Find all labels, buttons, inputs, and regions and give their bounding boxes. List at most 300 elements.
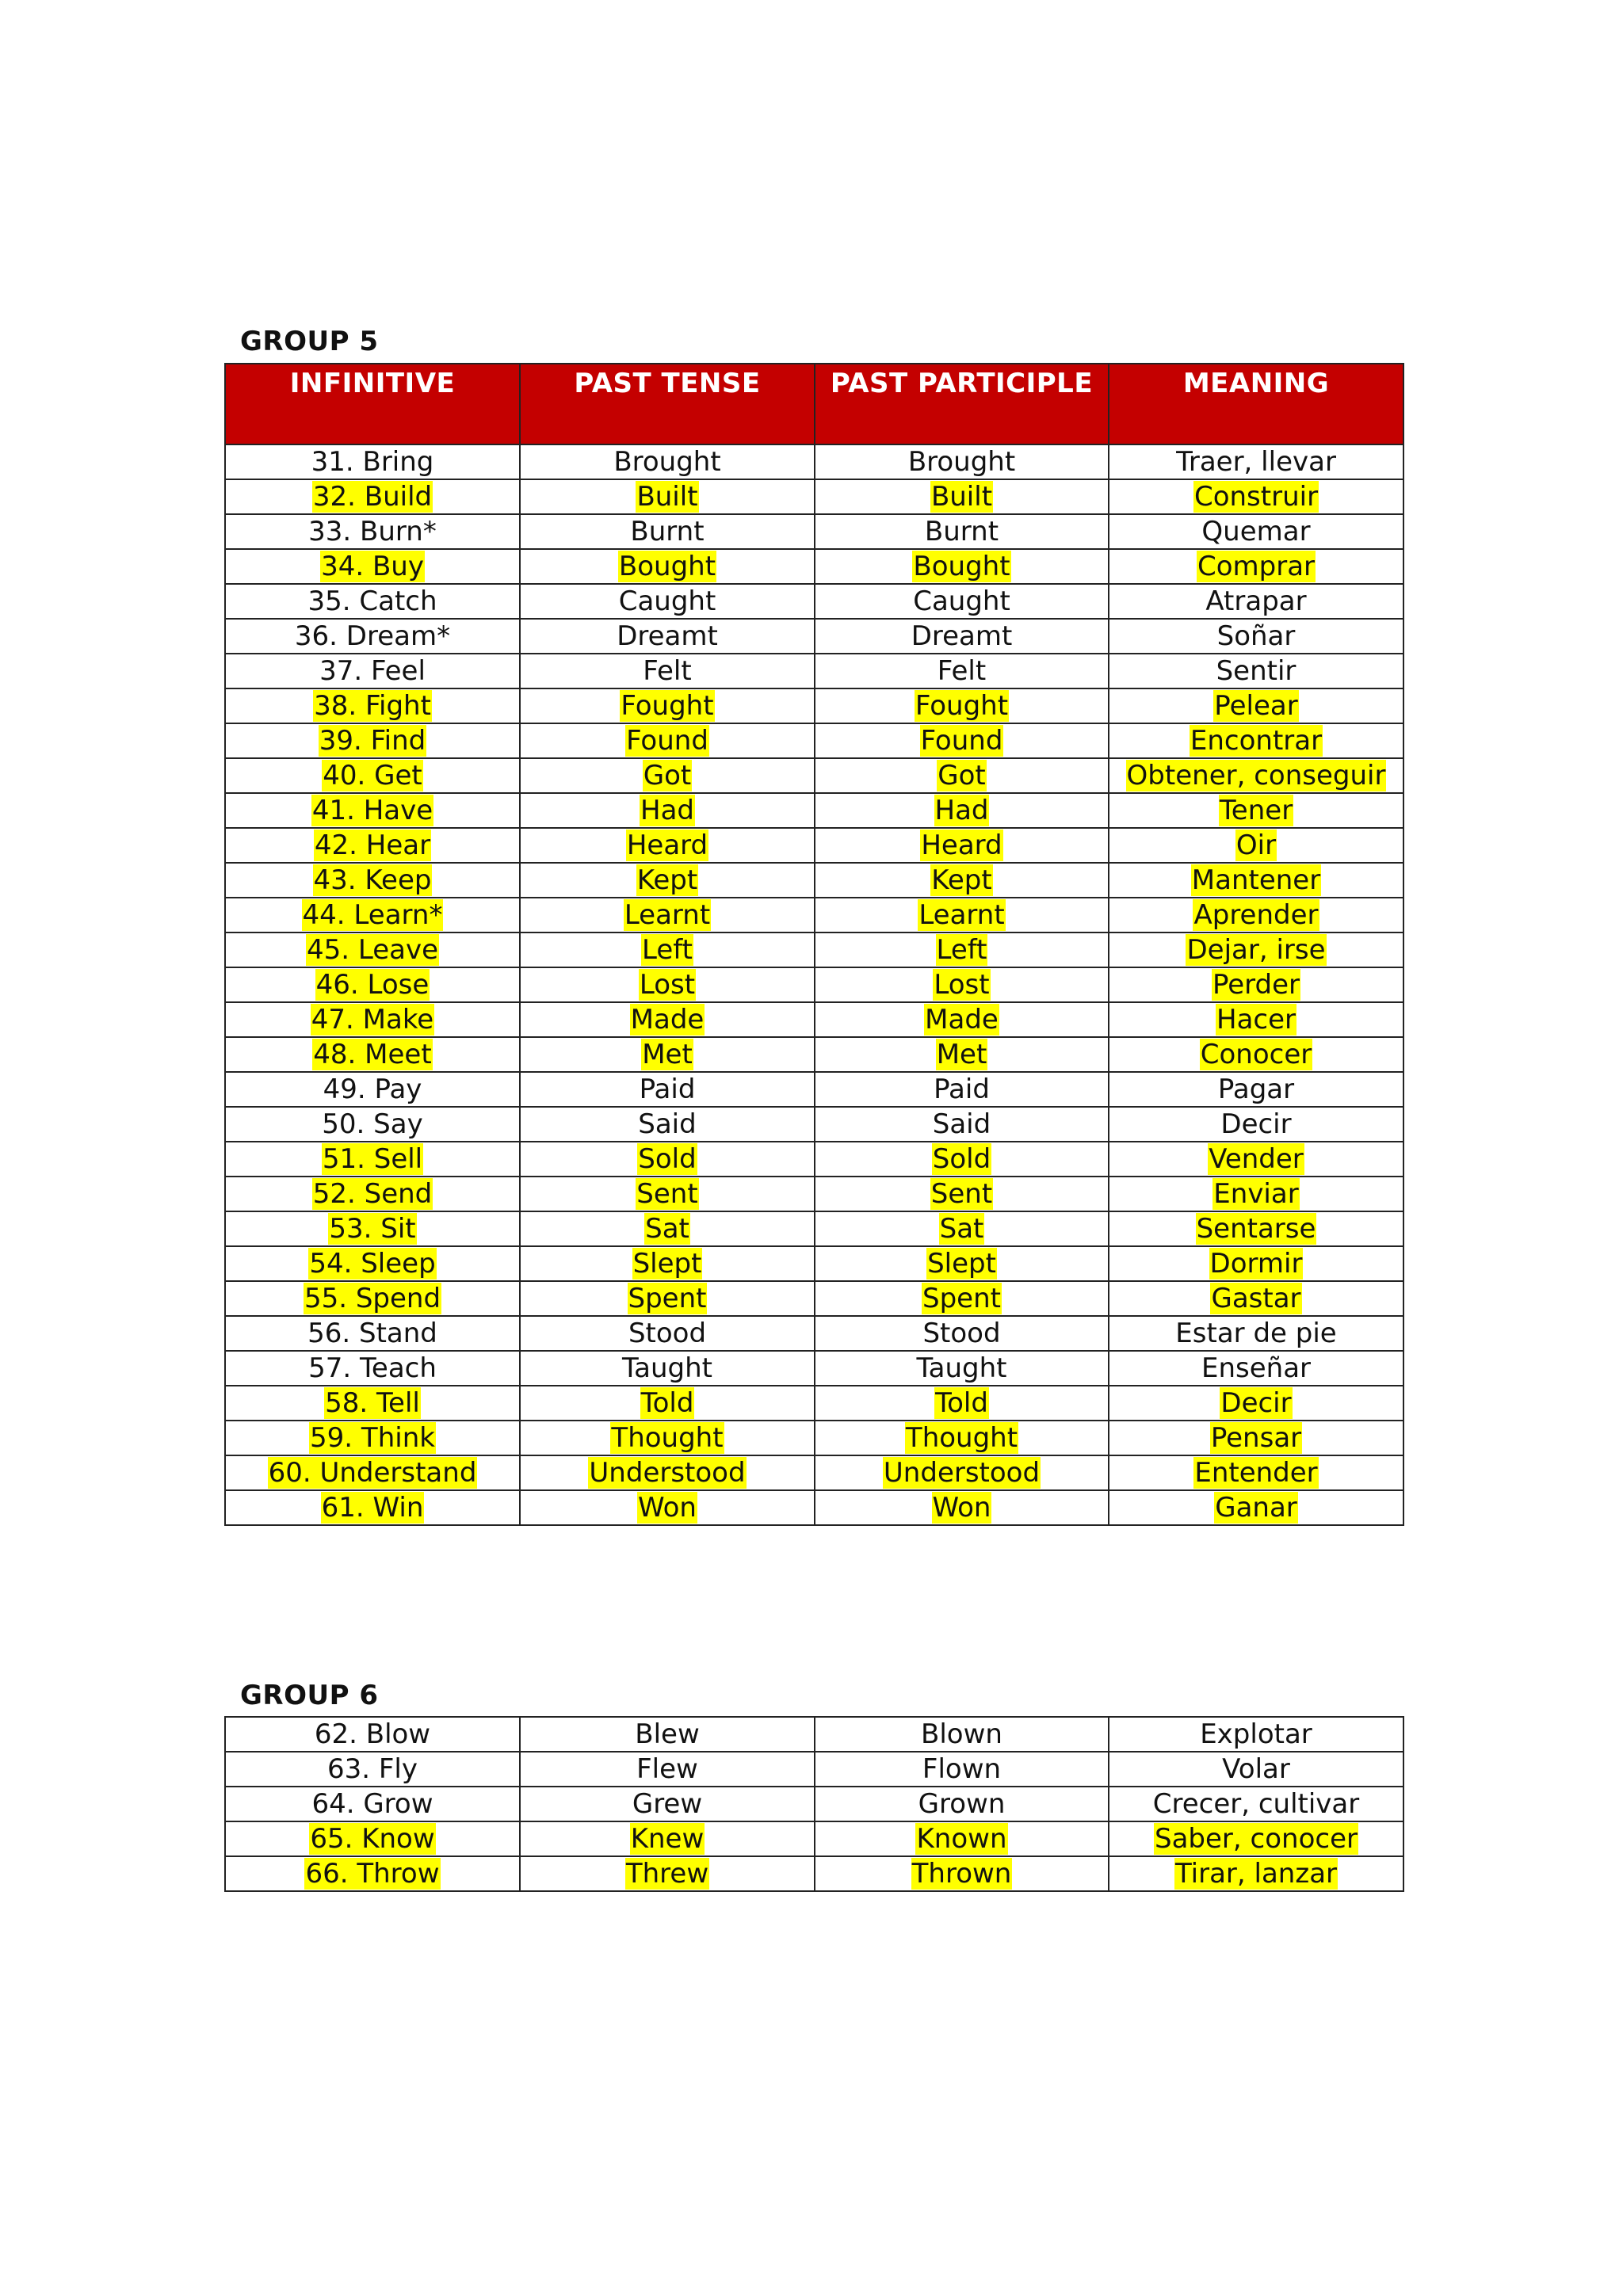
cell-meaning [1109,584,1403,619]
cell-infinitive [225,1316,520,1351]
cell-past-participle [815,688,1109,723]
cell-meaning [1109,1717,1403,1752]
cell-infinitive [225,793,520,828]
cell-infinitive-text: 52. Send [312,1178,433,1210]
cell-meaning-text: Hacer [1216,1004,1296,1035]
cell-infinitive-text: 40. Get [323,760,422,791]
cell-infinitive [225,1107,520,1142]
cell-past-tense [520,1211,815,1246]
cell-past-tense-text: Left [642,934,693,966]
cell-infinitive-text: 36. Dream* [294,620,451,652]
cell-past-participle-text: Bought [913,551,1010,582]
cell-meaning-text: Soñar [1216,620,1296,652]
cell-meaning-text: Atrapar [1205,585,1307,617]
cell-past-participle [815,933,1109,967]
cell-meaning [1109,863,1403,898]
cell-infinitive [225,444,520,479]
cell-past-tense-text: Threw [625,1858,709,1890]
cell-past-tense-text: Sold [638,1143,697,1175]
cell-infinitive [225,933,520,967]
cell-past-participle [815,1386,1109,1421]
cell-past-tense [520,1351,815,1386]
cell-meaning [1109,1821,1403,1856]
table-row [225,1421,1403,1455]
cell-meaning [1109,1072,1403,1107]
table-row [225,1002,1403,1037]
table-row [225,1177,1403,1211]
cell-meaning [1109,688,1403,723]
cell-past-participle-text: Built [930,481,993,513]
cell-infinitive-text: 57. Teach [308,1352,437,1384]
cell-meaning [1109,1386,1403,1421]
cell-past-tense [520,898,815,933]
cell-infinitive-text: 50. Say [322,1108,423,1140]
cell-meaning-text: Sentarse [1196,1213,1316,1245]
cell-past-participle-text: Burnt [924,516,999,547]
cell-past-participle-text: Spent [922,1283,1001,1314]
cell-past-participle-text: Heard [921,830,1002,861]
cell-past-participle [815,1211,1109,1246]
cell-infinitive [225,863,520,898]
cell-meaning [1109,479,1403,514]
table-row [225,444,1403,479]
cell-past-tense-text: Dreamt [617,620,718,652]
cell-past-participle [815,758,1109,793]
cell-past-participle [815,1281,1109,1316]
header-past-tense: PAST TENSE [520,364,815,444]
cell-meaning [1109,1177,1403,1211]
cell-past-tense-text: Brought [613,446,721,478]
cell-past-participle [815,967,1109,1002]
cell-past-tense-text: Lost [639,969,696,1001]
cell-past-participle [815,1177,1109,1211]
cell-meaning-text: Vender [1209,1143,1304,1175]
cell-past-participle-text: Dreamt [911,620,1013,652]
cell-infinitive-text: 41. Have [311,795,433,826]
cell-past-tense [520,1856,815,1891]
cell-past-tense-text: Caught [618,585,716,617]
group-6-table-body [225,1717,1403,1891]
cell-past-tense-text: Burnt [630,516,705,547]
cell-meaning-text: Saber, conocer [1155,1823,1358,1855]
cell-meaning [1109,898,1403,933]
cell-infinitive-text: 62. Blow [314,1718,431,1750]
cell-infinitive [225,1211,520,1246]
cell-meaning-text: Oir [1235,830,1277,861]
cell-past-participle [815,1107,1109,1142]
cell-infinitive-text: 45. Leave [306,934,438,966]
table-row [225,933,1403,967]
table-row [225,1821,1403,1856]
cell-past-tense-text: Thought [611,1422,724,1454]
cell-past-tense [520,444,815,479]
cell-meaning-text: Entender [1194,1457,1318,1489]
cell-past-participle [815,1821,1109,1856]
cell-meaning-text: Explotar [1200,1718,1312,1750]
cell-past-tense-text: Bought [618,551,716,582]
cell-infinitive-text: 56. Stand [307,1318,437,1349]
cell-meaning [1109,793,1403,828]
cell-meaning-text: Estar de pie [1175,1318,1337,1349]
cell-infinitive-text: 42. Hear [314,830,431,861]
table-row [225,1072,1403,1107]
cell-past-tense [520,1490,815,1525]
cell-meaning [1109,1281,1403,1316]
cell-past-tense [520,514,815,549]
cell-infinitive [225,898,520,933]
table-row [225,1787,1403,1821]
cell-past-participle [815,1351,1109,1386]
cell-infinitive-text: 58. Tell [325,1387,420,1419]
cell-past-participle [815,1037,1109,1072]
cell-meaning-text: Construir [1193,481,1319,513]
cell-past-participle-text: Fought [915,690,1009,722]
table-row [225,1490,1403,1525]
cell-past-tense-text: Sat [645,1213,689,1245]
cell-past-participle [815,1455,1109,1490]
cell-meaning-text: Enseñar [1201,1352,1312,1384]
cell-past-tense [520,688,815,723]
cell-past-participle [815,1787,1109,1821]
cell-infinitive-text: 31. Bring [311,446,434,478]
cell-past-tense-text: Found [626,725,708,757]
cell-meaning-text: Crecer, cultivar [1152,1788,1360,1820]
cell-past-participle [815,444,1109,479]
cell-past-tense [520,793,815,828]
cell-infinitive-text: 54. Sleep [309,1248,436,1280]
cell-infinitive-text: 39. Find [319,725,426,757]
cell-infinitive-text: 44. Learn* [302,899,443,931]
cell-infinitive [225,967,520,1002]
cell-infinitive-text: 38. Fight [314,690,431,722]
table-row [225,1351,1403,1386]
table-row [225,1752,1403,1787]
cell-infinitive [225,1246,520,1281]
cell-infinitive [225,619,520,654]
cell-infinitive-text: 33. Burn* [308,516,437,547]
header-infinitive: INFINITIVE [225,364,520,444]
cell-past-participle-text: Flown [922,1753,1002,1785]
cell-past-tense [520,1717,815,1752]
cell-past-participle-text: Won [932,1492,991,1524]
cell-meaning [1109,1752,1403,1787]
cell-past-participle-text: Said [932,1108,991,1140]
cell-meaning [1109,1351,1403,1386]
cell-past-tense [520,1316,815,1351]
cell-past-tense-text: Built [636,481,698,513]
cell-past-participle-text: Slept [927,1248,996,1280]
cell-infinitive-text: 55. Spend [304,1283,441,1314]
cell-past-tense [520,619,815,654]
cell-past-tense [520,1281,815,1316]
cell-past-participle [815,1072,1109,1107]
table-row [225,758,1403,793]
group-5-title: GROUP 5 [240,326,379,357]
table-row [225,793,1403,828]
cell-past-tense-text: Knew [630,1823,705,1855]
cell-past-tense-text: Made [630,1004,705,1035]
cell-past-participle-text: Caught [913,585,1010,617]
cell-meaning-text: Conocer [1200,1039,1312,1070]
cell-past-participle [815,1752,1109,1787]
cell-infinitive-text: 51. Sell [322,1143,423,1175]
cell-past-tense-text: Slept [632,1248,702,1280]
table-row [225,898,1403,933]
cell-past-participle [815,793,1109,828]
cell-past-participle-text: Sold [932,1143,991,1175]
cell-meaning [1109,1142,1403,1177]
cell-past-tense-text: Said [638,1108,697,1140]
cell-meaning-text: Gastar [1211,1283,1301,1314]
cell-past-participle [815,898,1109,933]
group-5-table-body [225,444,1403,1525]
cell-past-participle-text: Met [936,1039,987,1070]
cell-meaning [1109,549,1403,584]
cell-past-participle [815,479,1109,514]
cell-meaning [1109,1107,1403,1142]
cell-infinitive [225,1037,520,1072]
cell-meaning [1109,1002,1403,1037]
cell-past-tense [520,1752,815,1787]
cell-meaning-text: Traer, llevar [1176,446,1336,478]
cell-past-tense [520,1072,815,1107]
cell-infinitive-text: 64. Grow [311,1788,433,1820]
cell-infinitive [225,1787,520,1821]
cell-past-tense-text: Told [640,1387,694,1419]
cell-meaning [1109,619,1403,654]
cell-past-tense-text: Fought [621,690,714,722]
cell-infinitive-text: 46. Lose [315,969,430,1001]
cell-past-participle [815,1421,1109,1455]
cell-infinitive-text: 59. Think [310,1422,435,1454]
cell-meaning-text: Pensar [1210,1422,1302,1454]
cell-past-tense [520,584,815,619]
cell-past-participle [815,549,1109,584]
cell-past-participle [815,584,1109,619]
cell-meaning-text: Dormir [1209,1248,1303,1280]
cell-infinitive [225,479,520,514]
cell-past-participle [815,828,1109,863]
table-row [225,1246,1403,1281]
cell-meaning [1109,514,1403,549]
cell-past-participle-text: Got [938,760,986,791]
cell-meaning [1109,723,1403,758]
cell-meaning [1109,933,1403,967]
cell-past-tense-text: Grew [632,1788,703,1820]
cell-past-tense [520,549,815,584]
cell-past-tense-text: Met [642,1039,693,1070]
cell-meaning [1109,1037,1403,1072]
table-row [225,723,1403,758]
cell-past-tense [520,1787,815,1821]
cell-meaning [1109,828,1403,863]
cell-meaning [1109,444,1403,479]
cell-infinitive [225,654,520,688]
cell-infinitive-text: 65. Know [310,1823,435,1855]
cell-infinitive [225,1856,520,1891]
cell-meaning-text: Encontrar [1190,725,1323,757]
cell-past-participle [815,1856,1109,1891]
cell-past-tense [520,828,815,863]
cell-meaning [1109,1316,1403,1351]
cell-meaning [1109,1455,1403,1490]
cell-infinitive-text: 35. Catch [307,585,437,617]
cell-past-tense-text: Felt [643,655,692,687]
cell-meaning-text: Quemar [1201,516,1311,547]
cell-past-participle-text: Stood [922,1318,1001,1349]
cell-meaning-text: Decir [1220,1387,1292,1419]
cell-infinitive-text: 37. Feel [319,655,426,687]
cell-past-participle [815,619,1109,654]
cell-past-participle [815,514,1109,549]
group-5-table [224,363,1404,1526]
cell-past-tense [520,1177,815,1211]
cell-infinitive-text: 63. Fly [327,1753,418,1785]
header-meaning: MEANING [1109,364,1403,444]
cell-past-tense-text: Taught [622,1352,712,1384]
header-past-participle: PAST PARTICIPLE [815,364,1109,444]
cell-past-participle-text: Made [925,1004,999,1035]
table-row [225,479,1403,514]
cell-past-participle-text: Learnt [918,899,1005,931]
cell-past-tense [520,654,815,688]
cell-meaning-text: Perder [1212,969,1300,1001]
cell-past-participle [815,654,1109,688]
cell-infinitive [225,688,520,723]
cell-past-participle [815,1717,1109,1752]
cell-past-tense-text: Won [638,1492,697,1524]
cell-past-participle-text: Told [935,1387,988,1419]
table-row [225,688,1403,723]
cell-past-participle-text: Found [920,725,1003,757]
cell-past-participle-text: Taught [916,1352,1007,1384]
table-row [225,828,1403,863]
table-row [225,1455,1403,1490]
cell-meaning-text: Volar [1222,1753,1290,1785]
cell-past-participle-text: Thought [905,1422,1018,1454]
cell-past-participle [815,1246,1109,1281]
cell-past-participle-text: Paid [934,1074,990,1105]
cell-past-tense [520,1142,815,1177]
cell-infinitive [225,723,520,758]
cell-infinitive [225,1177,520,1211]
cell-infinitive [225,828,520,863]
cell-meaning [1109,1421,1403,1455]
cell-meaning [1109,1856,1403,1891]
cell-past-tense-text: Stood [628,1318,707,1349]
cell-infinitive-text: 47. Make [311,1004,434,1035]
cell-infinitive [225,1072,520,1107]
table-row [225,1107,1403,1142]
cell-past-participle-text: Had [934,795,989,826]
cell-meaning-text: Tener [1219,795,1293,826]
cell-past-tense [520,1107,815,1142]
cell-infinitive [225,1142,520,1177]
cell-infinitive [225,549,520,584]
cell-past-tense-text: Understood [589,1457,746,1489]
table-row [225,1037,1403,1072]
table-row [225,1142,1403,1177]
cell-meaning [1109,1211,1403,1246]
cell-meaning-text: Sentir [1216,655,1296,687]
cell-meaning-text: Dejar, irse [1186,934,1326,966]
cell-meaning [1109,967,1403,1002]
cell-past-participle [815,1316,1109,1351]
group-6-table [224,1716,1404,1892]
cell-meaning [1109,1246,1403,1281]
cell-infinitive [225,584,520,619]
cell-past-participle [815,723,1109,758]
cell-past-tense-text: Sent [636,1178,698,1210]
table-header-row [225,364,1403,444]
cell-past-participle [815,863,1109,898]
cell-past-tense-text: Kept [636,864,698,896]
cell-past-participle-text: Sat [939,1213,984,1245]
cell-past-tense-text: Flew [636,1753,698,1785]
cell-past-tense [520,1821,815,1856]
cell-past-tense [520,479,815,514]
cell-past-tense [520,758,815,793]
cell-infinitive-text: 48. Meet [313,1039,432,1070]
cell-infinitive [225,1455,520,1490]
table-row [225,967,1403,1002]
table-row [225,514,1403,549]
cell-past-participle-text: Brought [907,446,1016,478]
cell-past-tense [520,1037,815,1072]
cell-infinitive [225,1281,520,1316]
cell-infinitive [225,1386,520,1421]
cell-infinitive [225,1002,520,1037]
cell-past-participle [815,1490,1109,1525]
cell-past-tense [520,1455,815,1490]
cell-meaning-text: Pelear [1214,690,1298,722]
cell-infinitive-text: 32. Build [312,481,433,513]
cell-infinitive [225,1717,520,1752]
cell-past-tense-text: Had [640,795,694,826]
cell-past-tense [520,723,815,758]
cell-infinitive-text: 53. Sit [329,1213,416,1245]
table-row [225,1386,1403,1421]
cell-meaning-text: Aprender [1193,899,1319,931]
cell-past-tense [520,1421,815,1455]
cell-infinitive [225,1421,520,1455]
table-row [225,1211,1403,1246]
cell-meaning-text: Enviar [1213,1178,1299,1210]
cell-past-participle-text: Thrown [911,1858,1012,1890]
cell-past-tense-text: Heard [626,830,708,861]
cell-infinitive-text: 49. Pay [323,1074,422,1105]
table-row [225,654,1403,688]
cell-meaning-text: Tirar, lanzar [1174,1858,1338,1890]
cell-past-participle [815,1002,1109,1037]
cell-past-tense [520,863,815,898]
cell-past-participle-text: Grown [918,1788,1006,1820]
cell-infinitive-text: 66. Throw [305,1858,440,1890]
cell-past-participle [815,1142,1109,1177]
cell-past-tense [520,933,815,967]
cell-meaning-text: Ganar [1215,1492,1297,1524]
group-6-title: GROUP 6 [240,1680,379,1711]
cell-past-participle-text: Lost [934,969,990,1001]
cell-meaning-text: Decir [1220,1108,1292,1140]
cell-infinitive [225,1351,520,1386]
cell-meaning-text: Mantener [1191,864,1321,896]
cell-past-tense [520,1386,815,1421]
cell-infinitive [225,758,520,793]
cell-meaning-text: Obtener, conseguir [1126,760,1386,791]
table-row [225,1717,1403,1752]
cell-infinitive-text: 34. Buy [321,551,424,582]
